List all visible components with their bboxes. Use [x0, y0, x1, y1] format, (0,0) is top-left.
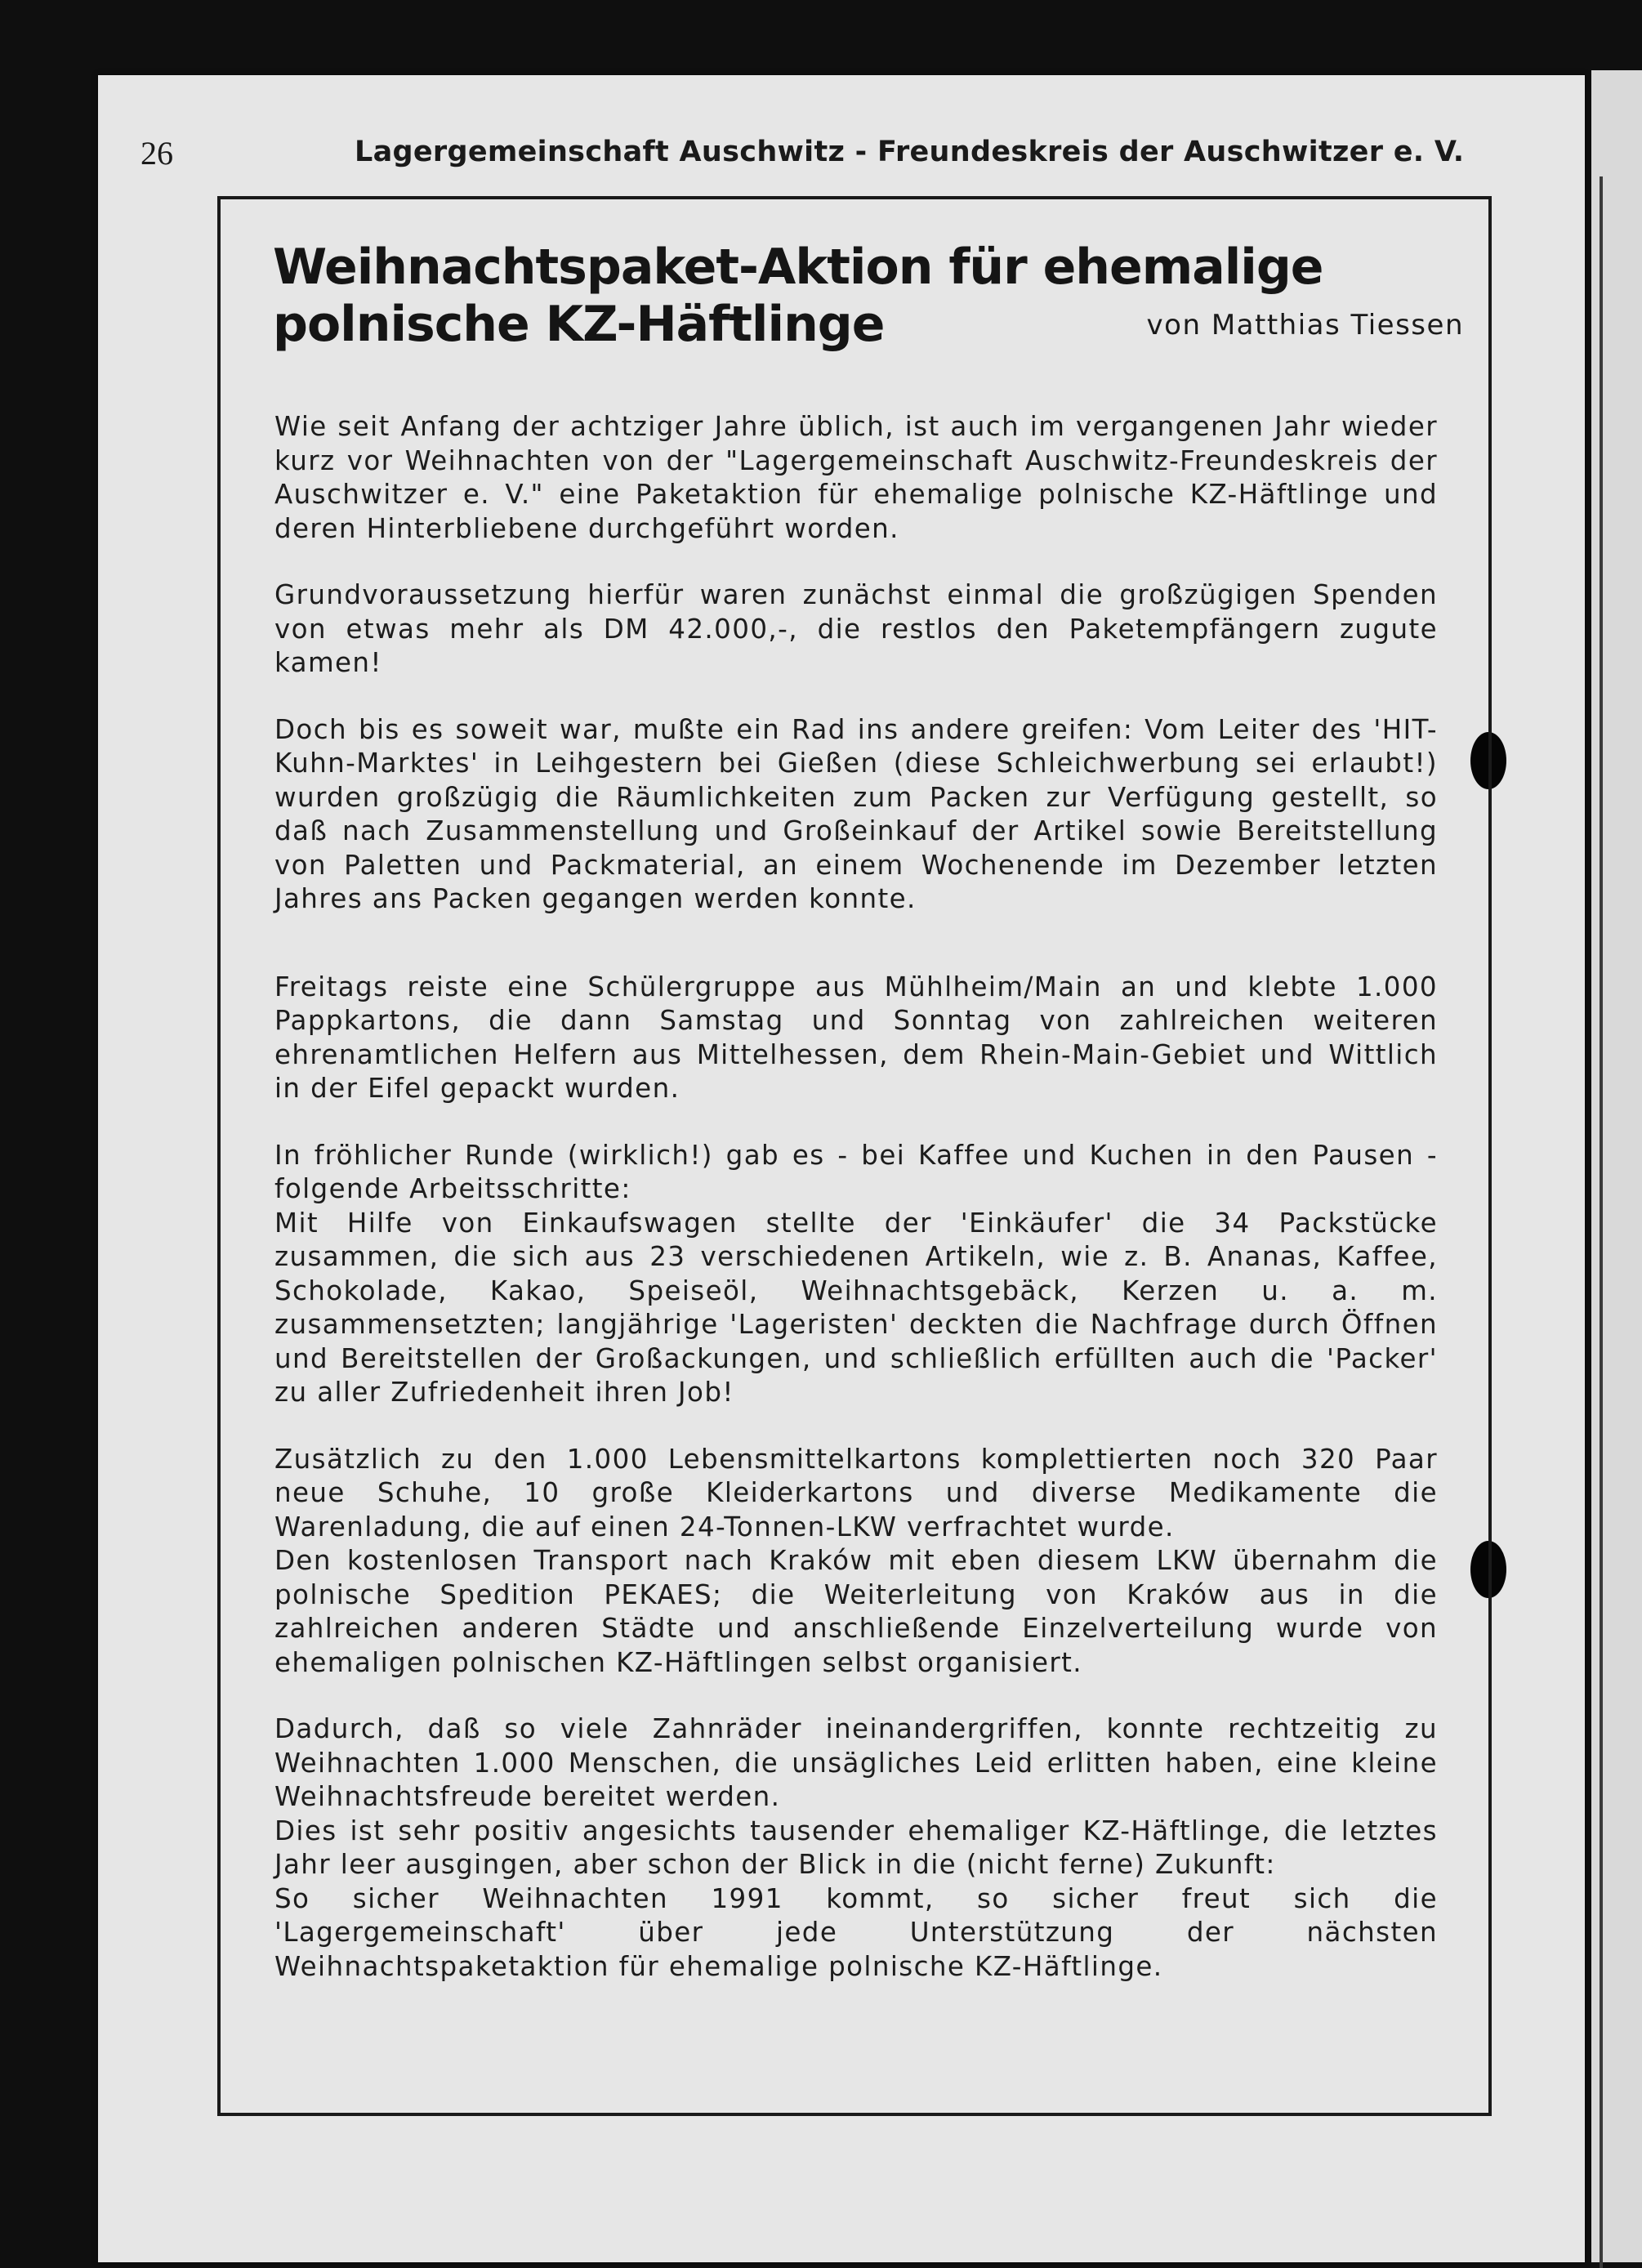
page-header: [141, 131, 1510, 180]
paragraph-donations: Grundvoraussetzung hierfür waren zunächst einmal die großzügigen Spenden von etwas mehr als DM 42.000,-, die restlos den Paketempfängern zugute kamen!: [274, 579, 1438, 678]
paragraph-work-steps: Mit Hilfe von Einkaufswagen stellte der 'Einkäufer' die 34 Packstücke zusammen, die sich aus 23 verschiedenen Artikeln, wie z. B. Ananas, Kaffee, Schokolade, Kakao, Speiseöl, Weihnachtsgebäck, Kerzen u. a. m. zusammensetzten; langjährige 'Lageristen' deckten die Nachfrage durch Öffnen und Bereitstellen der Großackungen, und schließlich erfüllten auch die 'Packer' zu aller Zufriedenheit ihren Job!: [274, 1207, 1438, 1408]
paragraph-preparation: Doch bis es soweit war, mußte ein Rad ins andere greifen: Vom Leiter des 'HIT-Kuhn-Marktes' in Leihgestern bei Gießen (diese Schleichwerbung sei erlaubt!) wurden großzügig die Räumlichkeiten zum Packen zur Verfügung gestellt, so daß nach Zusammenstellung und Großeinkauf der Artikel sowie Bereitstellung von Paletten und Packmaterial, an einem Wochenende im Dezember letzten Jahres ans Packen gegangen werden konnte.: [274, 713, 1438, 914]
paragraph-additional-goods: Zusätzlich zu den 1.000 Lebensmittelkartons komplettierten noch 320 Paar neue Schuhe, 10 große Kleiderkartons und diverse Medikamente die Warenladung, die auf einen 24-Tonnen-LKW verfrachtet wurde.: [274, 1443, 1438, 1543]
running-head: Lagergemeinschaft Auschwitz - Freundeskreis der Auschwitzer e. V.: [355, 136, 1465, 168]
paragraph-work-steps-intro: In fröhlicher Runde (wirklich!) gab es - bei Kaffee und Kuchen in den Pausen - folgende Arbeitsschritte:: [274, 1139, 1438, 1204]
page-number: 26: [141, 135, 173, 172]
paragraph-transport: Den kostenlosen Transport nach Kraków mit eben diesem LKW übernahm die polnische Spedition PEKAES; die Weiterleitung von Kraków aus in die zahlreichen anderen Städte und anschließende Einzelverteilung wurde von ehemaligen polnischen KZ-Häftlingen selbst organisiert.: [274, 1545, 1438, 1678]
article-title-line-1: Weihnachtspaket-Aktion für ehemalige: [273, 239, 1323, 296]
next-page-frame-line: [1600, 176, 1603, 2268]
paragraph-closing: So sicher Weihnachten 1991 kommt, so sicher freut sich die 'Lagergemeinschaft' über jede Unterstützung der nächsten Weihnachtspaketaktion für ehemalige polnische KZ-Häftlinge.: [274, 1882, 1438, 1982]
article-title-line-2: polnische KZ-Häftlinge: [273, 296, 885, 353]
paragraph-students: Freitags reiste eine Schülergruppe aus Mühlheim/Main an und klebte 1.000 Pappkartons, die dann Samstag und Sonntag von zahlreichen weiteren ehrenamtlichen Helfern aus Mittelhessen, dem Rhein-Main-Gebiet und Wittlich in der Eifel gepackt wurden.: [274, 971, 1438, 1104]
article-frame: [217, 196, 1492, 2116]
paragraph-outlook: Dies ist sehr positiv angesichts tausender ehemaliger KZ-Häftlinge, die letztes Jahr leer ausgingen, aber schon der Blick in die (nicht ferne) Zukunft:: [274, 1815, 1438, 1880]
paragraph-intro: Wie seit Anfang der achtziger Jahre üblich, ist auch im vergangenen Jahr wieder kurz vor Weihnachten von der "Lagergemeinschaft Auschwitz-Freundeskreis der Auschwitzer e. V." eine Paketaktion für ehemalige polnische KZ-Häftlinge und deren Hinterbliebene durchgeführt worden.: [274, 411, 1438, 544]
article-author: von Matthias Tiessen: [1146, 309, 1464, 342]
paragraph-result: Dadurch, daß so viele Zahnräder ineinandergriffen, konnte rechtzeitig zu Weihnachten 1.000 Menschen, die unsägliches Leid erlitten haben, eine kleine Weihnachtsfreude bereitet werden.: [274, 1713, 1438, 1812]
article-body: [274, 410, 1438, 1984]
next-page-edge: [1591, 70, 1642, 2262]
